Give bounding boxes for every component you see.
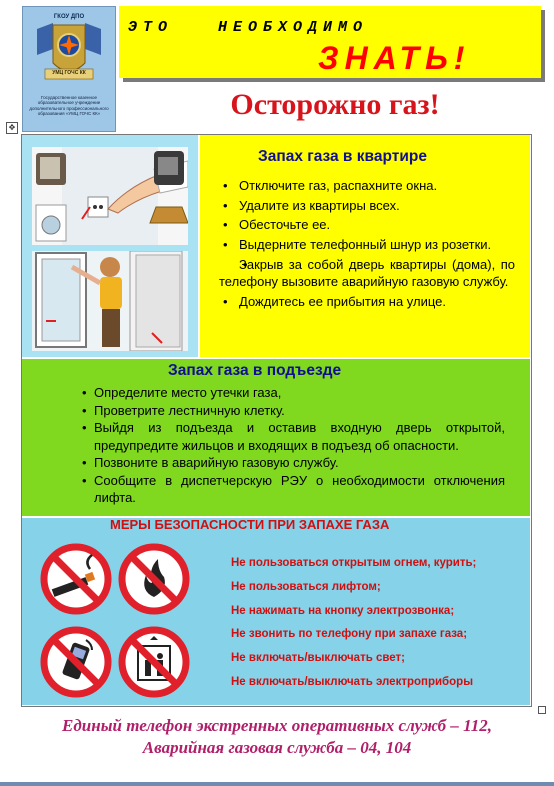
list-item: Не пользоваться лифтом;	[231, 580, 381, 593]
footer-emergency-phone: Единый телефон экстренных оперативных служб – 112,	[62, 716, 492, 735]
page-title: Осторожно газ!	[230, 88, 440, 121]
apartment-title: Запах газа в квартире	[258, 148, 427, 165]
list-item: • Сообщите в диспетчерскую РЭУ о необходимости отключения лифта.	[61, 472, 505, 507]
table-resize-handle[interactable]	[538, 706, 546, 714]
page-bottom-bar	[0, 782, 554, 786]
list-item: • Позвоните в аварийную газовую службу.	[82, 454, 505, 472]
list-item: • Закрыв за собой дверь квартиры (дома), по телефону вызовите аварийную газовую службу.	[219, 254, 515, 290]
open-window-illustration	[32, 251, 188, 351]
list-item: • Выйдя из подъезда и оставив входную дверь открытой, предупредите жильцов и входящих в подъезд об опасности.	[61, 419, 505, 454]
list-item: • Выдерните телефонный шнур из розетки.	[219, 235, 515, 255]
list-item: • Отключите газ, распахните окна.	[219, 176, 515, 196]
logo-abbr: ГКОУ ДПО	[53, 14, 85, 20]
list-item: Не включать/выключать свет;	[231, 652, 405, 665]
list-item: • Дождитесь ее прибытия на улице.	[219, 292, 515, 312]
no-mobile-phone-icon	[40, 626, 112, 698]
logo-ribbon: УМЦ ГОЧС КК	[52, 70, 86, 76]
list-item: • Проветрите лестничную клетку.	[82, 402, 505, 420]
list-item: • Удалите из квартиры всех.	[219, 196, 515, 216]
banner-line2: ЗНАТЬ!	[318, 40, 471, 76]
apartment-list	[219, 176, 515, 312]
entrance-list	[82, 384, 505, 507]
logo-org-text: Государственное казенное образовательное учреждение дополнительного профессионального образования «УМЦ ГОЧС КК»	[29, 95, 109, 116]
banner-line1: ЭТО НЕОБХОДИМО	[128, 19, 369, 36]
table-move-handle[interactable]: ✥	[6, 122, 18, 134]
entrance-title: Запах газа в подъезде	[168, 362, 342, 379]
no-smoking-icon	[40, 543, 112, 615]
list-item: Не нажимать на кнопку электрозвонка;	[231, 604, 455, 617]
safety-list	[231, 552, 521, 695]
logo	[22, 6, 116, 132]
list-item: • Обесточьте ее.	[219, 215, 515, 235]
list-item: • Определите место утечки газа,	[82, 384, 505, 402]
appliance-illustration	[32, 147, 188, 245]
list-item: Не звонить по телефону при запахе газа;	[231, 628, 468, 641]
illustration-cell	[22, 135, 198, 357]
footer-gas-service-phone: Аварийная газовая служба – 04, 104	[142, 738, 412, 757]
emblem-icon	[29, 19, 109, 91]
no-elevator-icon	[118, 626, 190, 698]
list-item: Не включать/выключать электроприборы	[231, 675, 474, 688]
safety-title: МЕРЫ БЕЗОПАСНОСТИ ПРИ ЗАПАХЕ ГАЗА	[110, 517, 390, 532]
no-open-flame-icon	[118, 543, 190, 615]
list-item: Не пользоваться открытым огнем, курить;	[231, 557, 477, 569]
